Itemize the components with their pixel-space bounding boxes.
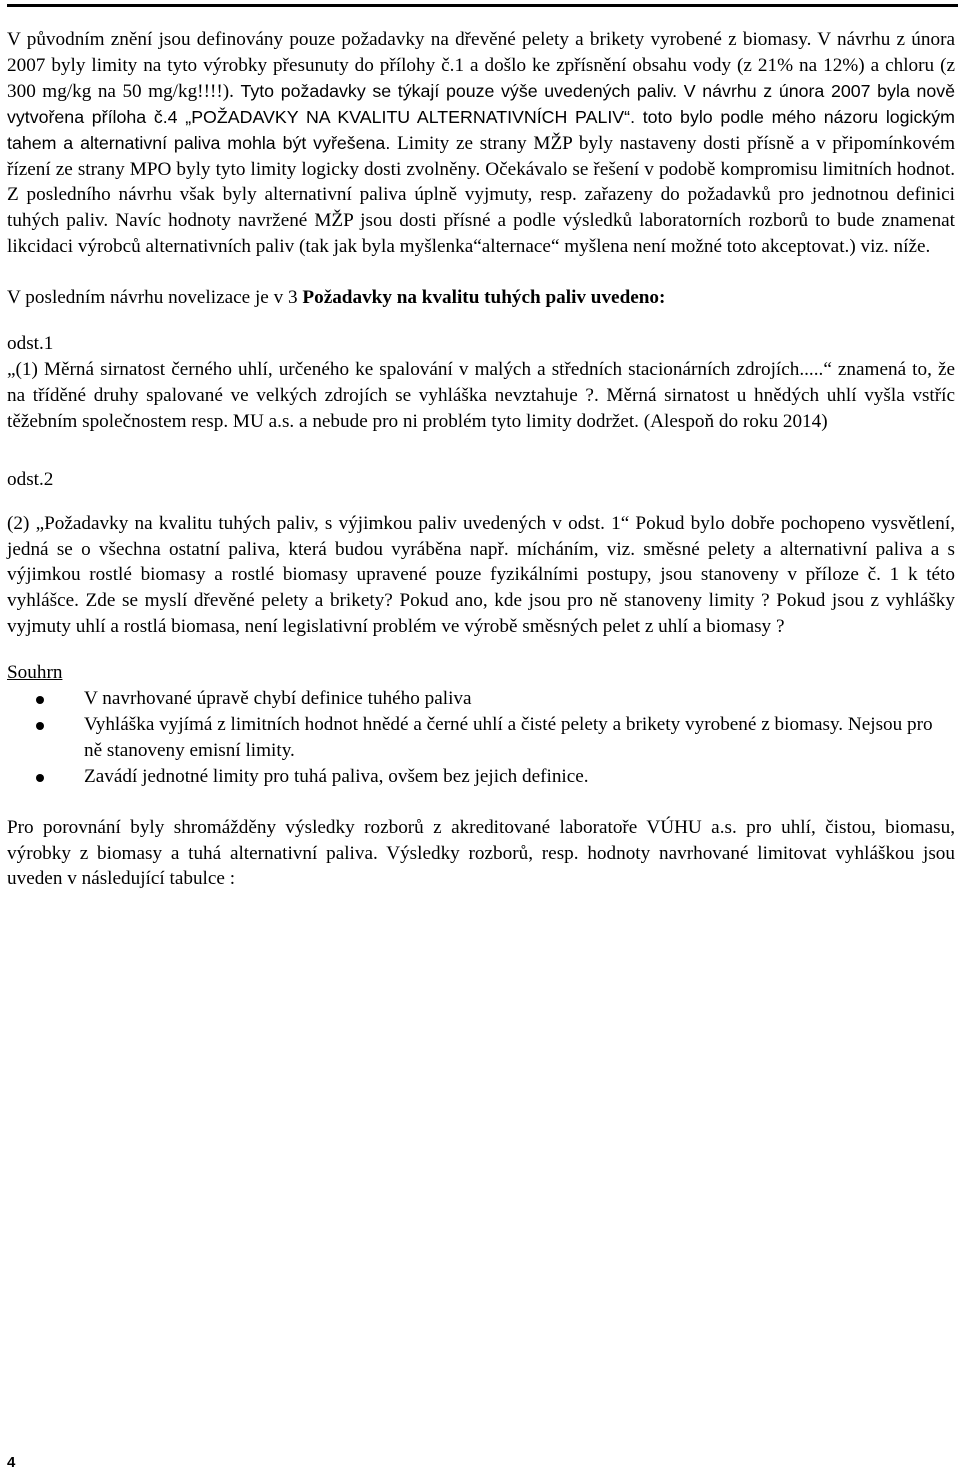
intro-paragraph	[7, 27, 955, 260]
top-rule	[7, 4, 958, 7]
summary-item	[7, 764, 955, 790]
novel-intro-bold: Požadavky na kvalitu tuhých paliv uvedeno:	[302, 287, 666, 309]
intro-sentence-3: Limity ze strany MŽP byly nastaveny dosti přísně a v připomínkovém řízení ze strany MPO byly tyto limity logicky dosti zvolněny. Očekávalo se řešení v podobě kompromisu limitních hodnot. Z posledního návrhu však byly alternativní paliva úplně vyjmuty, resp. zařazeny do požadavků pro jednotnou definici tuhých paliv.	[7, 132, 955, 232]
odst1-text: „(1) Měrná sirnatost černého uhlí, určeného ke spalování v malých a středních stacionárních zdrojích.....“ znamená to, že na tříděné druhy spalované ve velkých zdrojích se vyhláška nevztahuje ?. Měrná sirnatost u hnědých uhlí vyšla vstříc těžebním společnostem resp. MU a.s. a nebude pro ni problém tyto limity dodržet. (Alespoň do roku 2014)	[7, 358, 955, 432]
summary-item-text: Zavádí jednotné limity pro tuhá paliva, ovšem bez jejich definice.	[84, 765, 589, 787]
summary-list	[7, 686, 955, 790]
novel-intro-prefix: V posledním návrhu novelizace je v 3	[7, 287, 303, 309]
odst1-label: odst.1	[7, 333, 54, 355]
intro-sentence-1: V původním znění jsou definovány pouze požadavky na dřevěné pelety a brikety vyrobené z biomasy. V návrhu z února 2007 byly limity na tyto výrobky přesunuty do přílohy č.1 a došlo ke zpřísnění obsahu vody (z 21% na 12%) a chloru (z 300 mg/kg na 50 mg/kg!!!!).	[7, 29, 955, 102]
intro-sentence-2: Tyto požadavky se týkají pouze výše uvedených paliv. V návrhu z února 2007 byla nově vytvořena příloha č.4 „POŽADAVKY NA KVALITU ALTERNATIVNÍCH PALIV“. toto bylo podle mého názoru logickým tahem a alternativní paliva mohla být vyřešena.	[7, 80, 955, 153]
intro-sentence-4: Navíc hodnoty navržené MŽP jsou dosti přísné a podle výsledků laboratorních rozborů to bude znamenat likcidaci výrobců alternativních paliv (tak jak byla myšlenka“alternace“ myšlena není možné toto akceptovat.) viz. níže.	[7, 210, 956, 258]
summary-heading: Souhrn	[7, 662, 63, 684]
summary-item	[7, 712, 955, 764]
odst2-label: odst.2	[7, 468, 54, 490]
summary-item-text: Vyhláška vyjímá z limitních hodnot hnědé a černé uhlí a čisté pelety a brikety vyrobené z biomasy. Nejsou pro ně stanoveny emisní limity.	[84, 713, 933, 761]
summary-item-text: V navrhované úpravě chybí definice tuhého paliva	[84, 688, 472, 710]
summary-item	[7, 686, 955, 712]
odst2-text: (2) „Požadavky na kvalitu tuhých paliv, s výjimkou paliv uvedených v odst. 1“ Pokud bylo dobře pochopeno vysvětlení, jedná se o všechna ostatní paliva, která budou vyráběna např. mícháním, viz. směsné pelety a alternativní paliva a s výjimkou rostlé biomasy a rostlé biomasy upravené pouze fyzikálními postupy, jsou stanoveny v příloze č. 1 k této vyhlášce. Zde se myslí dřevěné pelety a brikety? Pokud ano, kde jsou pro ně stanoveny limity ? Pokud jsou z vyhlášky vyjmuty uhlí a rostlá biomasa, není legislativní problém ve výrobě směsných pelet z uhlí a biomasy ?	[7, 512, 955, 638]
document-body	[7, 27, 955, 892]
novel-intro-line	[7, 285, 955, 311]
closing-paragraph: Pro porovnání byly shromážděny výsledky rozborů z akreditované laboratoře VÚHU a.s. pro uhlí, čistou, biomasu, výrobky z biomasy a tuhá alternativní paliva. Výsledky rozborů, resp. hodnoty navrhované limitovat vyhláškou jsou uveden v následující tabulce :	[7, 816, 955, 890]
page-number: 4	[7, 1454, 16, 1471]
bullet-icon	[36, 722, 44, 730]
bullet-icon	[36, 696, 44, 704]
bullet-icon	[36, 774, 44, 782]
